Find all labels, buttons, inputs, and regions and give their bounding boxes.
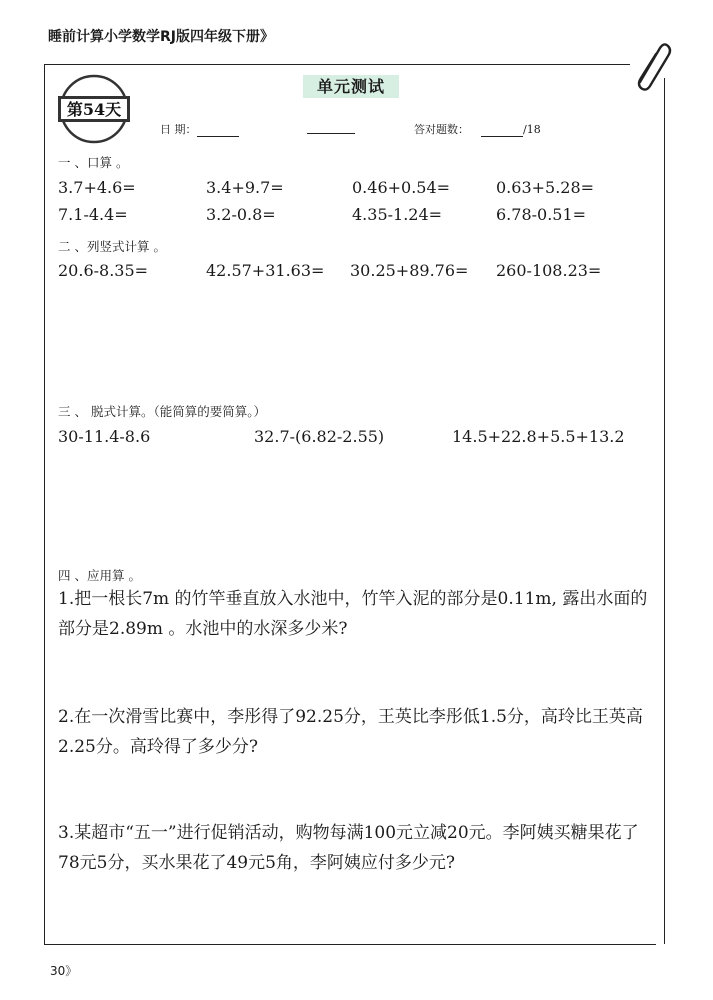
mental-calc-item: 0.63+5.28= — [496, 178, 595, 197]
section-2-heading: 二 、列竖式计算 。 — [58, 239, 166, 254]
extra-blank — [307, 121, 355, 134]
date-blank — [197, 124, 239, 137]
score-blank — [481, 124, 523, 137]
section-3-heading: 三 、 脱式计算。（能简算的要简算。） — [58, 404, 266, 419]
stepwise-calc-item: 14.5+22.8+5.5+13.2 — [452, 427, 625, 446]
mental-calc-item: 0.46+0.54= — [352, 178, 451, 197]
extra-blank-field — [307, 121, 355, 134]
word-problem-2: 2.在一次滑雪比赛中，李彤得了92.25分，王英比李彤低1.5分，高玲比王英高2.25分。高玲得了多少分? — [58, 707, 643, 757]
date-label: 日 期： — [160, 123, 197, 136]
date-field — [160, 121, 239, 137]
stepwise-calc-item: 30-11.4-8.6 — [58, 427, 151, 446]
paperclip-icon — [626, 40, 674, 92]
section-4-heading: 四 、应用算 。 — [58, 568, 141, 583]
stepwise-calc-item: 32.7-(6.82-2.55) — [254, 427, 385, 446]
vertical-calc-item: 42.57+31.63= — [206, 261, 325, 280]
vertical-calc-item: 260-108.23= — [496, 261, 602, 280]
frame-left-border — [44, 64, 45, 944]
section-1-heading: 一 、口算 。 — [58, 155, 129, 170]
score-label: 答对题数： — [414, 123, 469, 136]
bottom-rule — [44, 944, 656, 945]
score-field — [414, 121, 541, 137]
word-problem-1: 1.把一根长7m 的竹竿垂直放入水池中，竹竿入泥的部分是0.11m, 露出水面的部分是2.89m 。水池中的水深多少米? — [58, 589, 648, 639]
mental-calc-item: 6.78-0.51= — [496, 205, 587, 224]
score-total: /18 — [523, 123, 541, 136]
day-badge — [56, 74, 132, 144]
unit-test-title: 单元测试 — [303, 75, 399, 98]
mental-calc-item: 7.1-4.4= — [58, 205, 128, 224]
day-label: 第54天 — [66, 100, 122, 119]
book-title: 睡前计算小学数学RJ版四年级下册》 — [48, 29, 274, 45]
frame-right-border — [664, 74, 665, 944]
page-number: 30》 — [50, 964, 78, 978]
mental-calc-item: 4.35-1.24= — [352, 205, 443, 224]
top-rule — [44, 64, 656, 65]
mental-calc-item: 3.2-0.8= — [206, 205, 276, 224]
vertical-calc-item: 20.6-8.35= — [58, 261, 149, 280]
vertical-calc-item: 30.25+89.76= — [350, 261, 469, 280]
mental-calc-item: 3.4+9.7= — [206, 178, 284, 197]
word-problem-3: 3.某超市“五一”进行促销活动，购物每满100元立减20元。李阿姨买糖果花了78元5分，买水果花了49元5角，李阿姨应付多少元? — [58, 823, 639, 873]
mental-calc-item: 3.7+4.6= — [58, 178, 136, 197]
